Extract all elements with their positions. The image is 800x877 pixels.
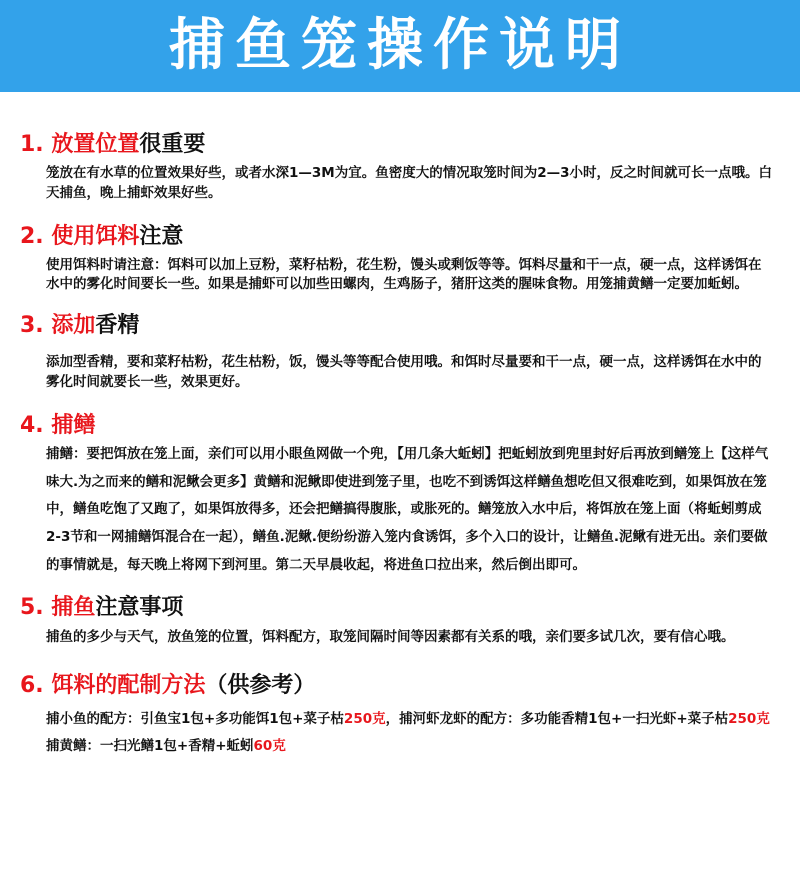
section-2-title-rest: 注意: [139, 223, 184, 249]
section-6-title: [20, 673, 772, 699]
section-5-number: 5.: [20, 595, 44, 621]
section-1: [20, 132, 772, 204]
section-4-title: [20, 413, 772, 439]
section-5-body: 捕鱼的多少与天气，放鱼笼的位置，饵料配方，取笼间隔时间等因素都有关系的哦，亲们要多试几次，要有信心哦。: [46, 628, 735, 645]
section-4-body: 捕鳝：要把饵放在笼上面，亲们可以用小眼鱼网做一个兜，【用几条大蚯蚓】把蚯蚓放到兜里封好后再放到鳝笼上【这样气味大.为之而来的鳝和泥鳅会更多】黄鳝和泥鳅即使进到笼子里，也吃不到诱饵这样鳝鱼想吃但又很难吃到，如果饵放在笼中，鳝鱼吃饱了又跑了，如果饵放得多，还会把鳝搞得腹胀，或胀死的。鳝笼放入水中后，将饵放在笼上面（将蚯蚓剪成2-3节和一网捕鳝饵混合在一起），鳝鱼.泥鳅.便纷纷游入笼内食诱饵，多个入口的设计，让鳝鱼.泥鳅有进无出。亲们要做的事情就是，每天晚上将网下到河里。第二天早晨收起，将进鱼口拉出来，然后倒出即可。: [46, 445, 769, 573]
section-5-title: [20, 595, 772, 621]
section-3: [20, 313, 772, 393]
section-5-title-rest: 注意事项: [95, 595, 184, 621]
section-6-title-rest: （供参考）: [205, 673, 316, 699]
section-5: [20, 595, 772, 647]
instructions-content: [0, 132, 800, 761]
section-3-number: 3.: [20, 313, 44, 339]
recipe-text-2: ，捕河虾龙虾的配方：多功能香精1包+一扫光虾+菜子枯: [385, 710, 729, 727]
section-4-title-accent: 捕鳝: [51, 412, 96, 438]
section-1-title: [20, 132, 772, 158]
section-3-title-accent: 添加: [51, 313, 96, 339]
header-banner: [0, 0, 800, 92]
section-2: [20, 224, 772, 296]
page-title: 捕鱼笼操作说明: [169, 13, 631, 78]
section-5-title-accent: 捕鱼: [51, 595, 96, 621]
section-3-title-rest: 香精: [95, 313, 140, 339]
section-2-number: 2.: [20, 223, 44, 249]
section-6-title-accent: 饵料的配制方法: [51, 673, 206, 699]
section-1-number: 1.: [20, 132, 44, 157]
recipe-text-3: 捕黄鳝：一扫光鳝1包+香精+蚯蚓: [46, 738, 254, 755]
section-1-body: 笼放在有水草的位置效果好些，或者水深1—3M为宜。鱼密度大的情况取笼时间为2—3小时，反之时间就可长一点哦。白天捕鱼，晚上捕虾效果好些。: [46, 165, 773, 201]
section-6: [20, 673, 772, 761]
section-6-number: 6.: [20, 673, 44, 699]
recipe-amount-1: 250克: [343, 710, 386, 727]
section-1-title-accent: 放置位置: [51, 132, 140, 157]
section-4-number: 4.: [20, 412, 44, 438]
section-2-title-accent: 使用饵料: [51, 223, 140, 249]
section-3-title: [20, 313, 772, 339]
recipe-text-1: 捕小鱼的配方：引鱼宝1包+多功能饵1包+菜子枯: [46, 710, 344, 727]
section-4: [20, 413, 772, 580]
section-1-title-rest: 很重要: [139, 132, 206, 157]
section-3-body: 添加型香精，要和菜籽枯粉，花生枯粉，饭，馒头等等配合使用哦。和饵时尽量要和干一点，硬一点，这样诱饵在水中的雾化时间就要长一些，效果更好。: [46, 354, 762, 390]
recipe-amount-2: 250克: [728, 710, 770, 727]
section-2-body: 使用饵料时请注意：饵料可以加上豆粉，菜籽枯粉，花生粉，馒头或剩饭等等。饵料尽量和干一点，硬一点，这样诱饵在水中的雾化时间要长一些。如果是捕虾可以加些田螺肉，生鸡肠子，猪肝这类的腥味食物。用笼捕黄鳝一定要加蚯蚓。: [46, 256, 762, 293]
recipe-amount-3: 60克: [253, 738, 286, 755]
section-2-title: [20, 224, 772, 250]
section-6-body: [46, 706, 772, 761]
